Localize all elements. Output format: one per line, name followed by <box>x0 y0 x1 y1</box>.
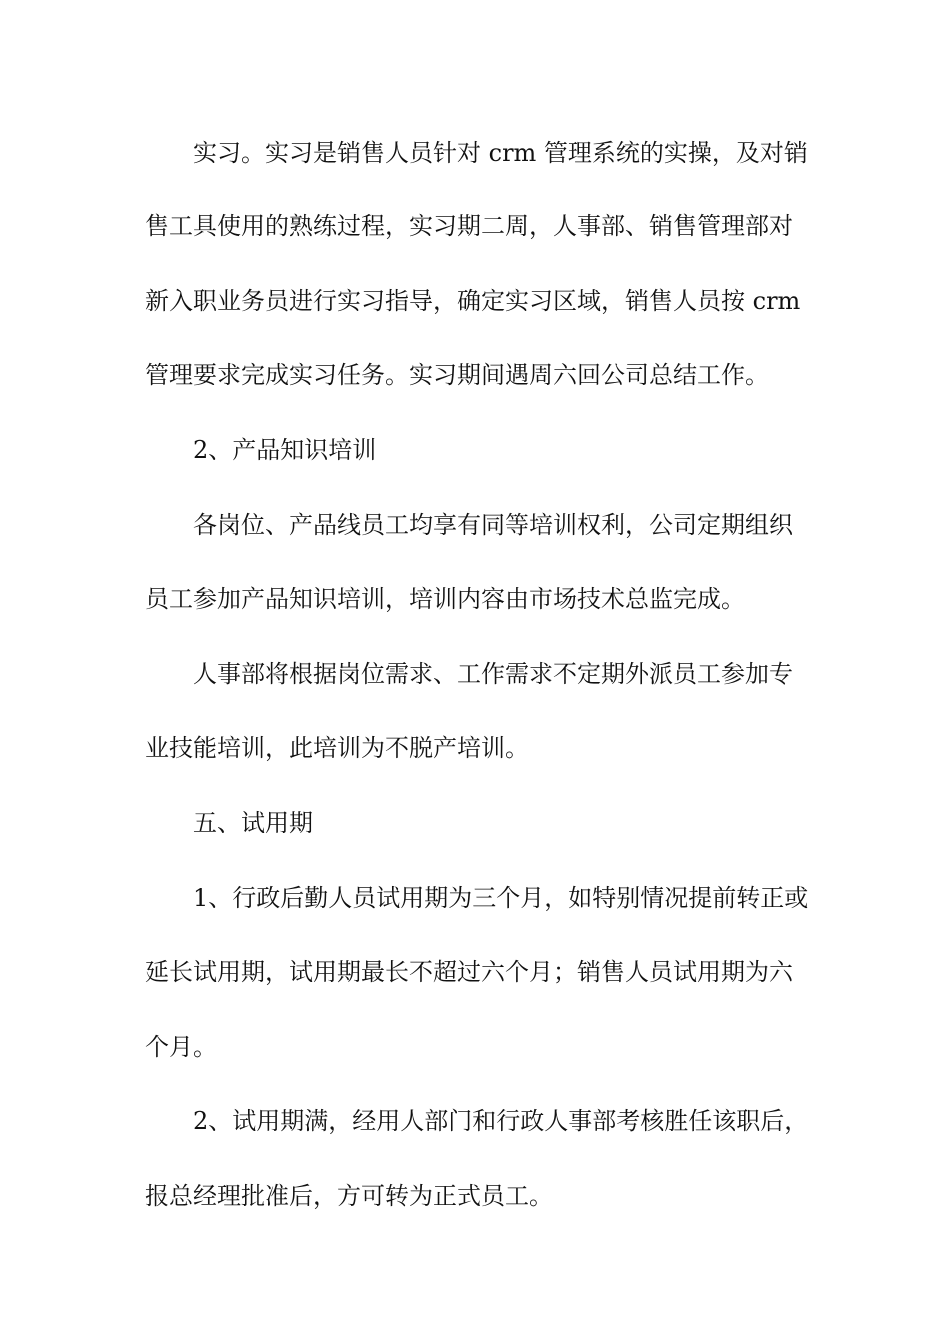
paragraph-probation-2-line-2: 报总经理批准后，方可转为正式员工。 <box>145 1182 553 1210</box>
section-heading-probation: 五、试用期 <box>193 809 313 837</box>
paragraph-internship-line-2: 售工具使用的熟练过程，实习期二周，人事部、销售管理部对 <box>145 212 793 240</box>
paragraph-training-rights-line-2: 员工参加产品知识培训，培训内容由市场技术总监完成。 <box>145 585 745 613</box>
paragraph-probation-2-line-1: 2、试用期满，经用人部门和行政人事部考核胜任该职后， <box>193 1107 809 1135</box>
paragraph-internship-line-3: 新入职业务员进行实习指导，确定实习区域，销售人员按 crm <box>145 287 801 315</box>
paragraph-external-training-line-2: 业技能培训，此培训为不脱产培训。 <box>145 734 529 762</box>
paragraph-training-rights-line-1: 各岗位、产品线员工均享有同等培训权利，公司定期组织 <box>193 511 793 539</box>
paragraph-probation-1-line-1: 1、行政后勤人员试用期为三个月，如特别情况提前转正或 <box>193 884 809 912</box>
paragraph-probation-1-line-3: 个月。 <box>145 1033 217 1061</box>
paragraph-internship-line-4: 管理要求完成实习任务。实习期间遇周六回公司总结工作。 <box>145 361 769 389</box>
paragraph-probation-1-line-2: 延长试用期，试用期最长不超过六个月；销售人员试用期为六 <box>145 958 793 986</box>
section-heading-product-training: 2、产品知识培训 <box>193 436 377 464</box>
paragraph-internship-line-1: 实习。实习是销售人员针对 crm 管理系统的实操，及对销 <box>193 139 808 167</box>
paragraph-external-training-line-1: 人事部将根据岗位需求、工作需求不定期外派员工参加专 <box>193 660 793 688</box>
